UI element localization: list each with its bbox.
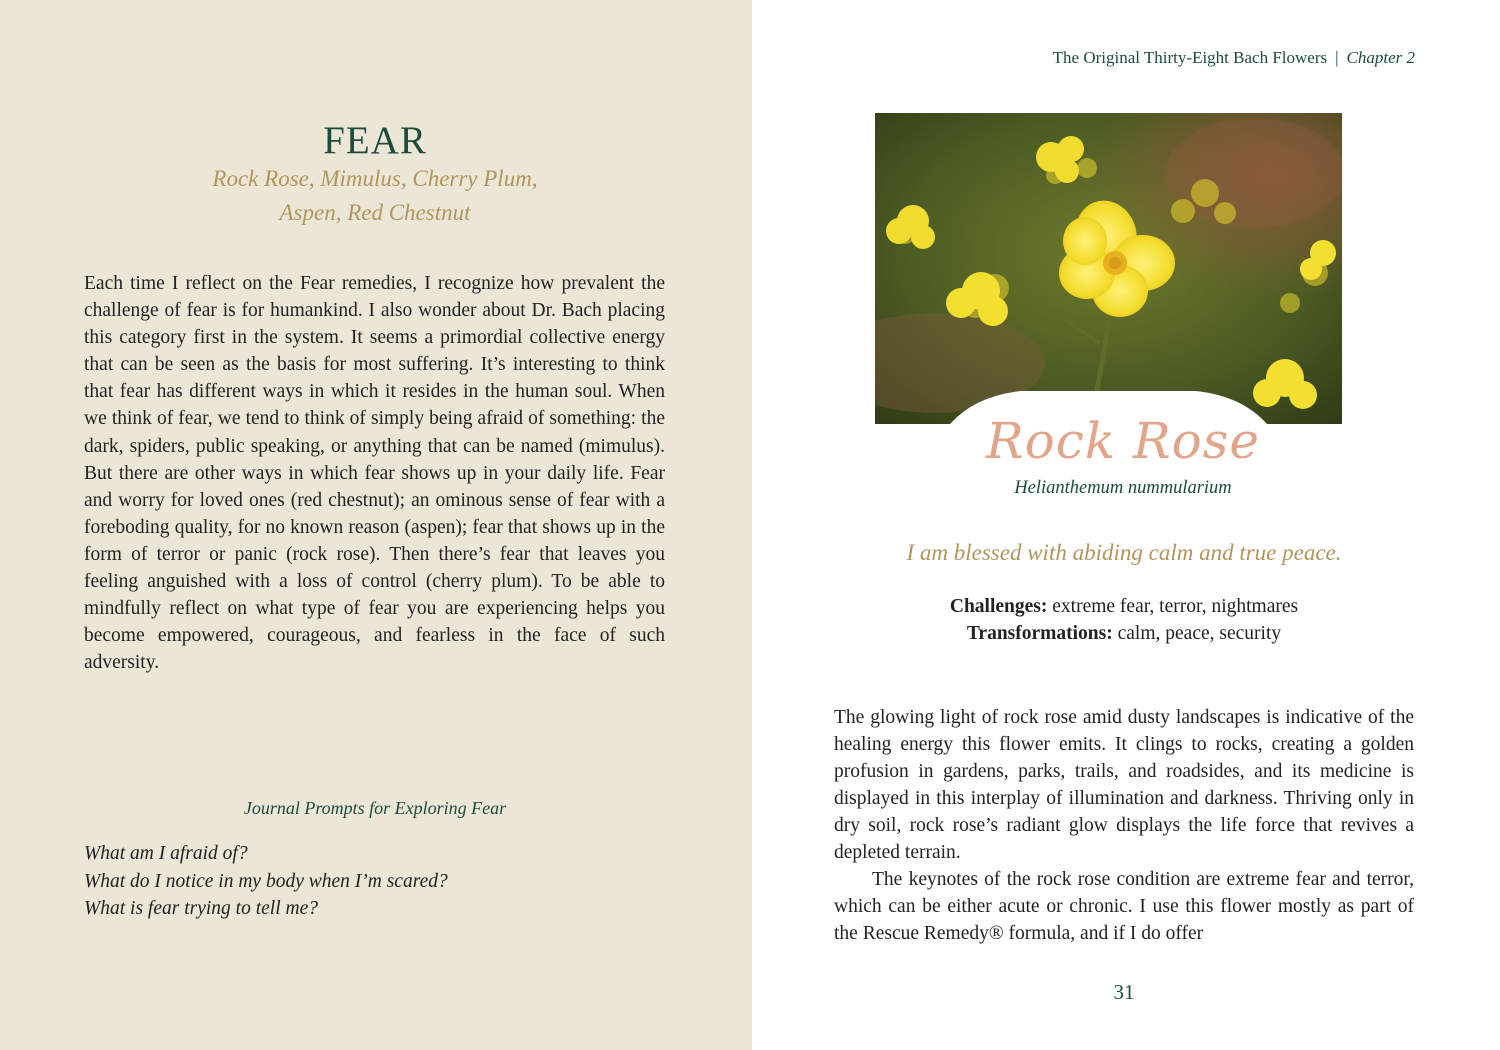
flower-name: Rock Rose: [986, 412, 1260, 470]
section-subtitle: [84, 162, 666, 230]
transformations-label: Transformations:: [966, 623, 1113, 644]
affirmation: I am blessed with abiding calm and true peace.: [906, 540, 1342, 565]
journal-heading: Journal Prompts for Exploring Fear: [243, 798, 507, 818]
running-header: [1053, 48, 1415, 68]
latin-name: Helianthemum nummularium: [1014, 478, 1232, 498]
challenges-label: Challenges:: [949, 596, 1048, 617]
header-book-title: The Original Thirty-Eight Bach Flowers: [1052, 48, 1328, 67]
journal-prompt: What am I afraid of?: [84, 843, 248, 864]
rock-rose-paragraph-2: The keynotes of the rock rose condition are extreme fear and terror, which can be either acute or chronic. I use this flower mostly as part of the Rescue Remedy® formula, and if I do offer: [834, 869, 1414, 945]
subtitle-line-1: Rock Rose, Mimulus, Cherry Plum,: [212, 166, 538, 191]
transformations-text: calm, peace, security: [1112, 623, 1282, 644]
journal-prompt: What is fear trying to tell me?: [84, 898, 318, 919]
header-separator: |: [1335, 48, 1339, 67]
journal-prompts: [84, 840, 448, 923]
challenges-line: [834, 596, 1414, 618]
journal-prompt: What do I notice in my body when I’m scared?: [84, 870, 448, 892]
rock-rose-photo: [875, 113, 1342, 424]
transformations-line: [834, 623, 1414, 645]
subtitle-line-2: Aspen, Red Chestnut: [279, 200, 471, 225]
challenges-text: extreme fear, terror, nightmares: [1047, 596, 1299, 617]
fear-paragraph: Each time I reflect on the Fear remedies, I recognize how prevalent the challenge of fear is for humankind. I also wonder about Dr. Bach placing this category first in the system. It seems a primordial collective energy that can be seen as the basis for most suffering. It’s interesting to think that fear has different ways in which it resides in the human soul. When we think of fear, we tend to think of simply being afraid of something: the dark, spiders, public speaking, or anything that can be named (mimulus). But there are other ways in which fear shows up in your daily life. Fear and worry for loved ones (red chestnut); an ominous sense of fear with a foreboding quality, for no known reason (aspen); fear that shows up in the form of terror or panic (rock rose). Then there’s fear that leaves you feeling anguished with a loss of control (cherry plum). To be able to mindfully reflect on what type of fear you are experiencing helps you become empowered, courageous, and fearless in the face of such adversity.: [84, 273, 665, 674]
header-chapter: Chapter 2: [1346, 48, 1415, 67]
rock-rose-paragraph-1: The glowing light of rock rose amid dusty landscapes is indicative of the healing energy this flower emits. It clings to rocks, creating a golden profusion in gardens, parks, trails, and roadsides, and its medicine is displayed in this interplay of illumination and darkness. Thriving only in dry soil, rock rose’s radiant glow displays the life force that revives a depleted terrain.: [834, 707, 1414, 864]
page-number: 31: [1113, 980, 1135, 1004]
section-title: FEAR: [323, 119, 427, 162]
